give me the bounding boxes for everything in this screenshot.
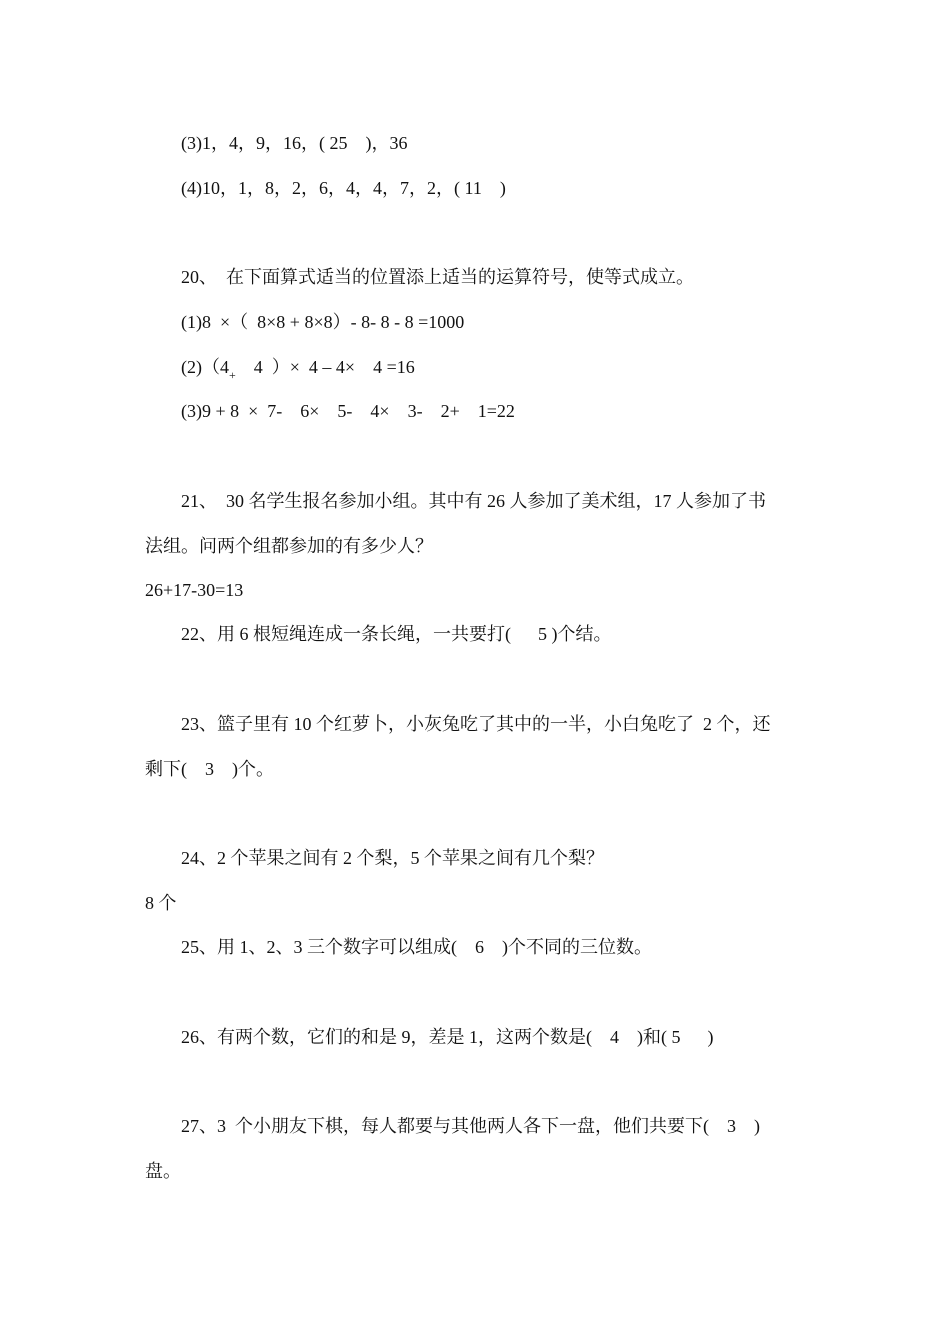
q26-text: 26、有两个数，它们的和是 9，差是 1，这两个数是( 4 )和( 5 ): [181, 1027, 714, 1047]
q21-line2: 法组。问两个组都参加的有多少人？: [145, 536, 433, 556]
q19-item4: (4)10，1，8，2，6，4，4，7，2，( 11 ): [181, 178, 506, 198]
q27-line1: 27、3 个小朋友下棋，每人都要与其他两人各下一盘，他们共要下( 3 ): [181, 1116, 760, 1136]
q22-text: 22、用 6 根短绳连成一条长绳，一共要打( 5 )个结。: [181, 624, 612, 644]
q24-text: 24、2 个苹果之间有 2 个梨，5 个苹果之间有几个梨？: [181, 848, 604, 868]
q23-line1: 23、篮子里有 10 个红萝卜，小灰兔吃了其中的一半，小白兔吃了 2 个，还: [181, 714, 771, 734]
q27-line2: 盘。: [145, 1161, 181, 1181]
q25-text: 25、用 1、2、3 三个数字可以组成( 6 )个不同的三位数。: [181, 937, 652, 957]
q24-answer: 8 个: [145, 893, 177, 913]
q21-answer: 26+17-30=13: [145, 580, 244, 600]
q20-item1: (1)8 ×（ 8×8 + 8×8）- 8- 8 - 8 =1000: [181, 312, 465, 332]
q20-item2-after: 4 ）× 4 – 4× 4 =16: [235, 357, 415, 377]
q19-item3: (3)1，4，9，16，( 25 )，36: [181, 133, 408, 153]
q20-item2-before: (2)（4: [181, 357, 229, 377]
q20-item2-subscript: +: [229, 368, 236, 382]
q20-prompt: 20、 在下面算式适当的位置添上适当的运算符号，使等式成立。: [181, 267, 694, 287]
q21-line1: 21、 30 名学生报名参加小组。其中有 26 人参加了美术组，17 人参加了书: [181, 491, 766, 511]
q20-item2: [181, 356, 415, 380]
q20-item3: (3)9 + 8 × 7- 6× 5- 4× 3- 2+ 1=22: [181, 401, 515, 421]
q23-line2: 剩下( 3 )个。: [145, 759, 274, 779]
